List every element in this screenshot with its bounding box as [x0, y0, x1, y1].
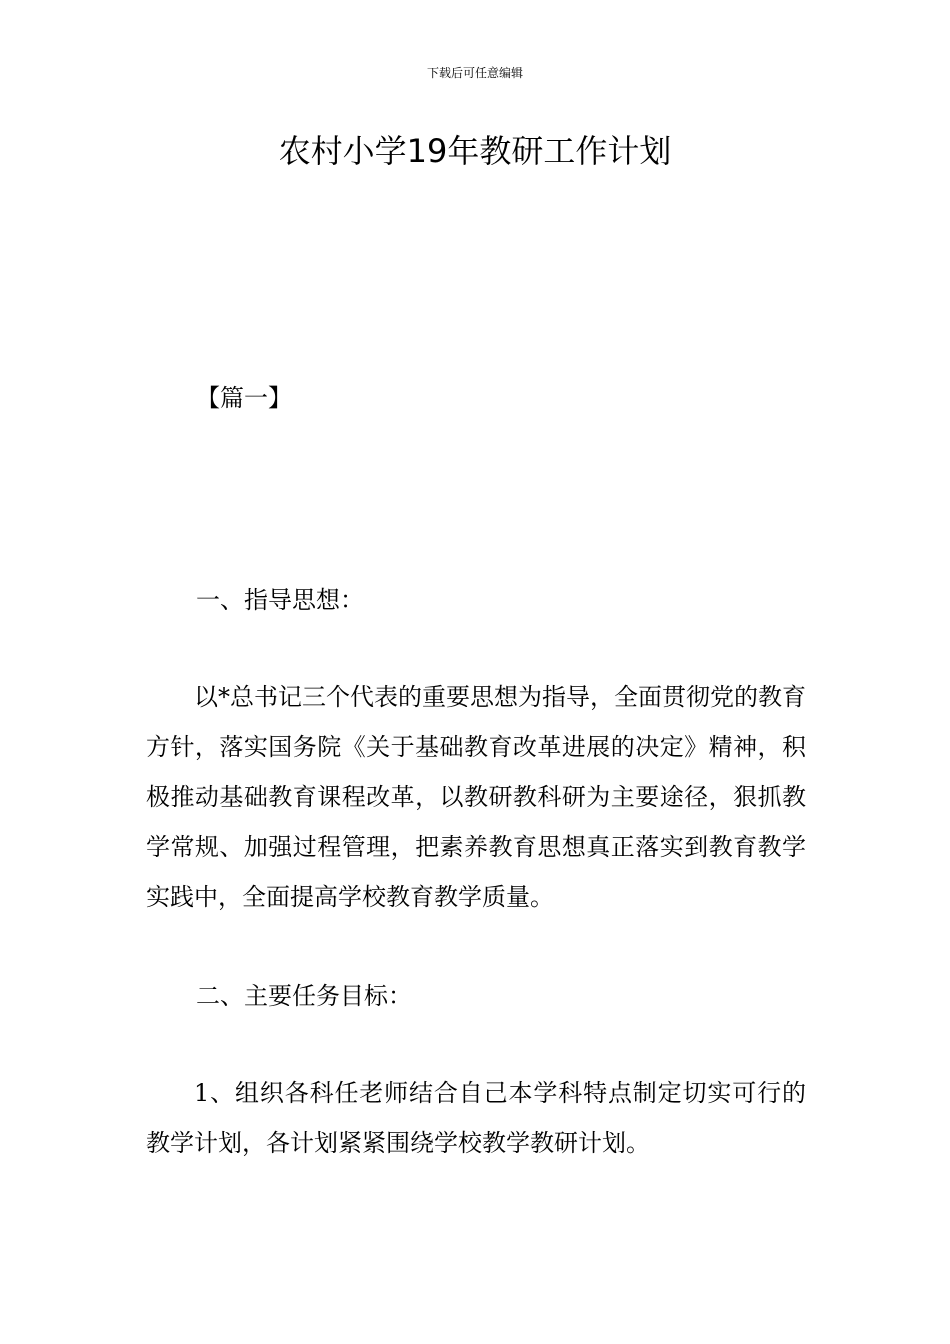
paragraph-main-tasks-item-1: 1、组织各科任老师结合自己本学科特点制定切实可行的教学计划，各计划紧紧围绕学校教学教研计划。 — [146, 1079, 806, 1157]
section-heading-main-tasks: 二、主要任务目标： — [196, 982, 412, 1010]
paragraph-guiding-ideology: 以*总书记三个代表的重要思想为指导，全面贯彻党的教育方针，落实国务院《关于基础教育改革进展的决定》精神，积极推动基础教育课程改革，以教研教科研为主要途径，狠抓教学常规、加强过程管理，把素养教育思想真正落实到教育教学实践中，全面提高学校教育教学质量。 — [146, 683, 806, 911]
section-marker: 【篇一】 — [196, 384, 292, 412]
document-title: 农村小学19年教研工作计划 — [278, 132, 672, 170]
header-note: 下载后可任意编辑 — [426, 66, 523, 80]
section-heading-guiding-ideology: 一、指导思想： — [196, 586, 364, 614]
